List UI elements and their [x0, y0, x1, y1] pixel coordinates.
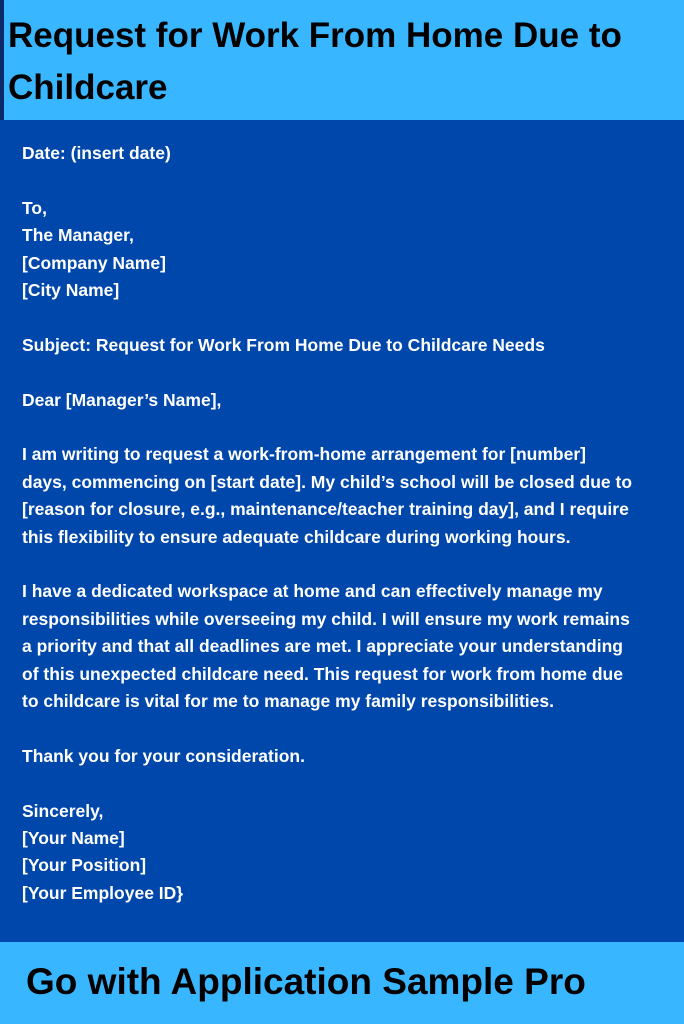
paragraph-line: to childcare is vital for me to manage my family responsibilities. — [22, 691, 554, 712]
footer-brand-text: Go with Application Sample Pro — [26, 961, 586, 1002]
paragraph-request — [22, 441, 682, 551]
footer-banner — [0, 942, 684, 1024]
title-banner — [0, 0, 684, 120]
letter-salutation: Dear [Manager’s Name], — [22, 389, 222, 410]
spacer — [22, 770, 682, 797]
letter-thanks: Thank you for your consideration. — [22, 745, 305, 766]
paragraph-assurance — [22, 578, 682, 715]
spacer — [22, 167, 682, 194]
recipient-company: [Company Name] — [22, 252, 166, 273]
page-title-line-2: Childcare — [8, 68, 168, 107]
page-title-line-1: Request for Work From Home Due to — [8, 16, 622, 55]
letter-date: Date: (insert date) — [22, 143, 171, 163]
letter-body — [22, 140, 682, 907]
paragraph-line: responsibilities while overseeing my child. I will ensure my work remains — [22, 608, 630, 629]
recipient-block — [22, 195, 682, 305]
spacer — [22, 304, 682, 331]
recipient-to: To, — [22, 197, 47, 218]
signature-closing: Sincerely, — [22, 800, 104, 821]
paragraph-line: a priority and that all deadlines are met. I appreciate your understanding — [22, 636, 623, 657]
spacer — [22, 551, 682, 578]
paragraph-line: this flexibility to ensure adequate childcare during working hours. — [22, 526, 571, 547]
recipient-city: [City Name] — [22, 280, 120, 301]
paragraph-line: [reason for closure, e.g., maintenance/teacher training day], and I require — [22, 499, 629, 520]
letter-subject: Subject: Request for Work From Home Due to Childcare Needs — [22, 334, 545, 355]
recipient-title: The Manager, — [22, 225, 134, 246]
page-title — [8, 10, 678, 114]
paragraph-line: of this unexpected childcare need. This request for work from home due — [22, 663, 623, 684]
paragraph-line: I am writing to request a work-from-home arrangement for [number] — [22, 444, 586, 465]
signature-employee-id: [Your Employee ID} — [22, 882, 184, 903]
spacer — [22, 414, 682, 441]
paragraph-line: I have a dedicated workspace at home and can effectively manage my — [22, 581, 603, 602]
paragraph-line: days, commencing on [start date]. My child’s school will be closed due to — [22, 471, 633, 492]
signature-name: [Your Name] — [22, 828, 125, 849]
spacer — [22, 715, 682, 742]
spacer — [22, 359, 682, 386]
signature-position: [Your Position] — [22, 855, 147, 876]
signature-block — [22, 798, 682, 908]
